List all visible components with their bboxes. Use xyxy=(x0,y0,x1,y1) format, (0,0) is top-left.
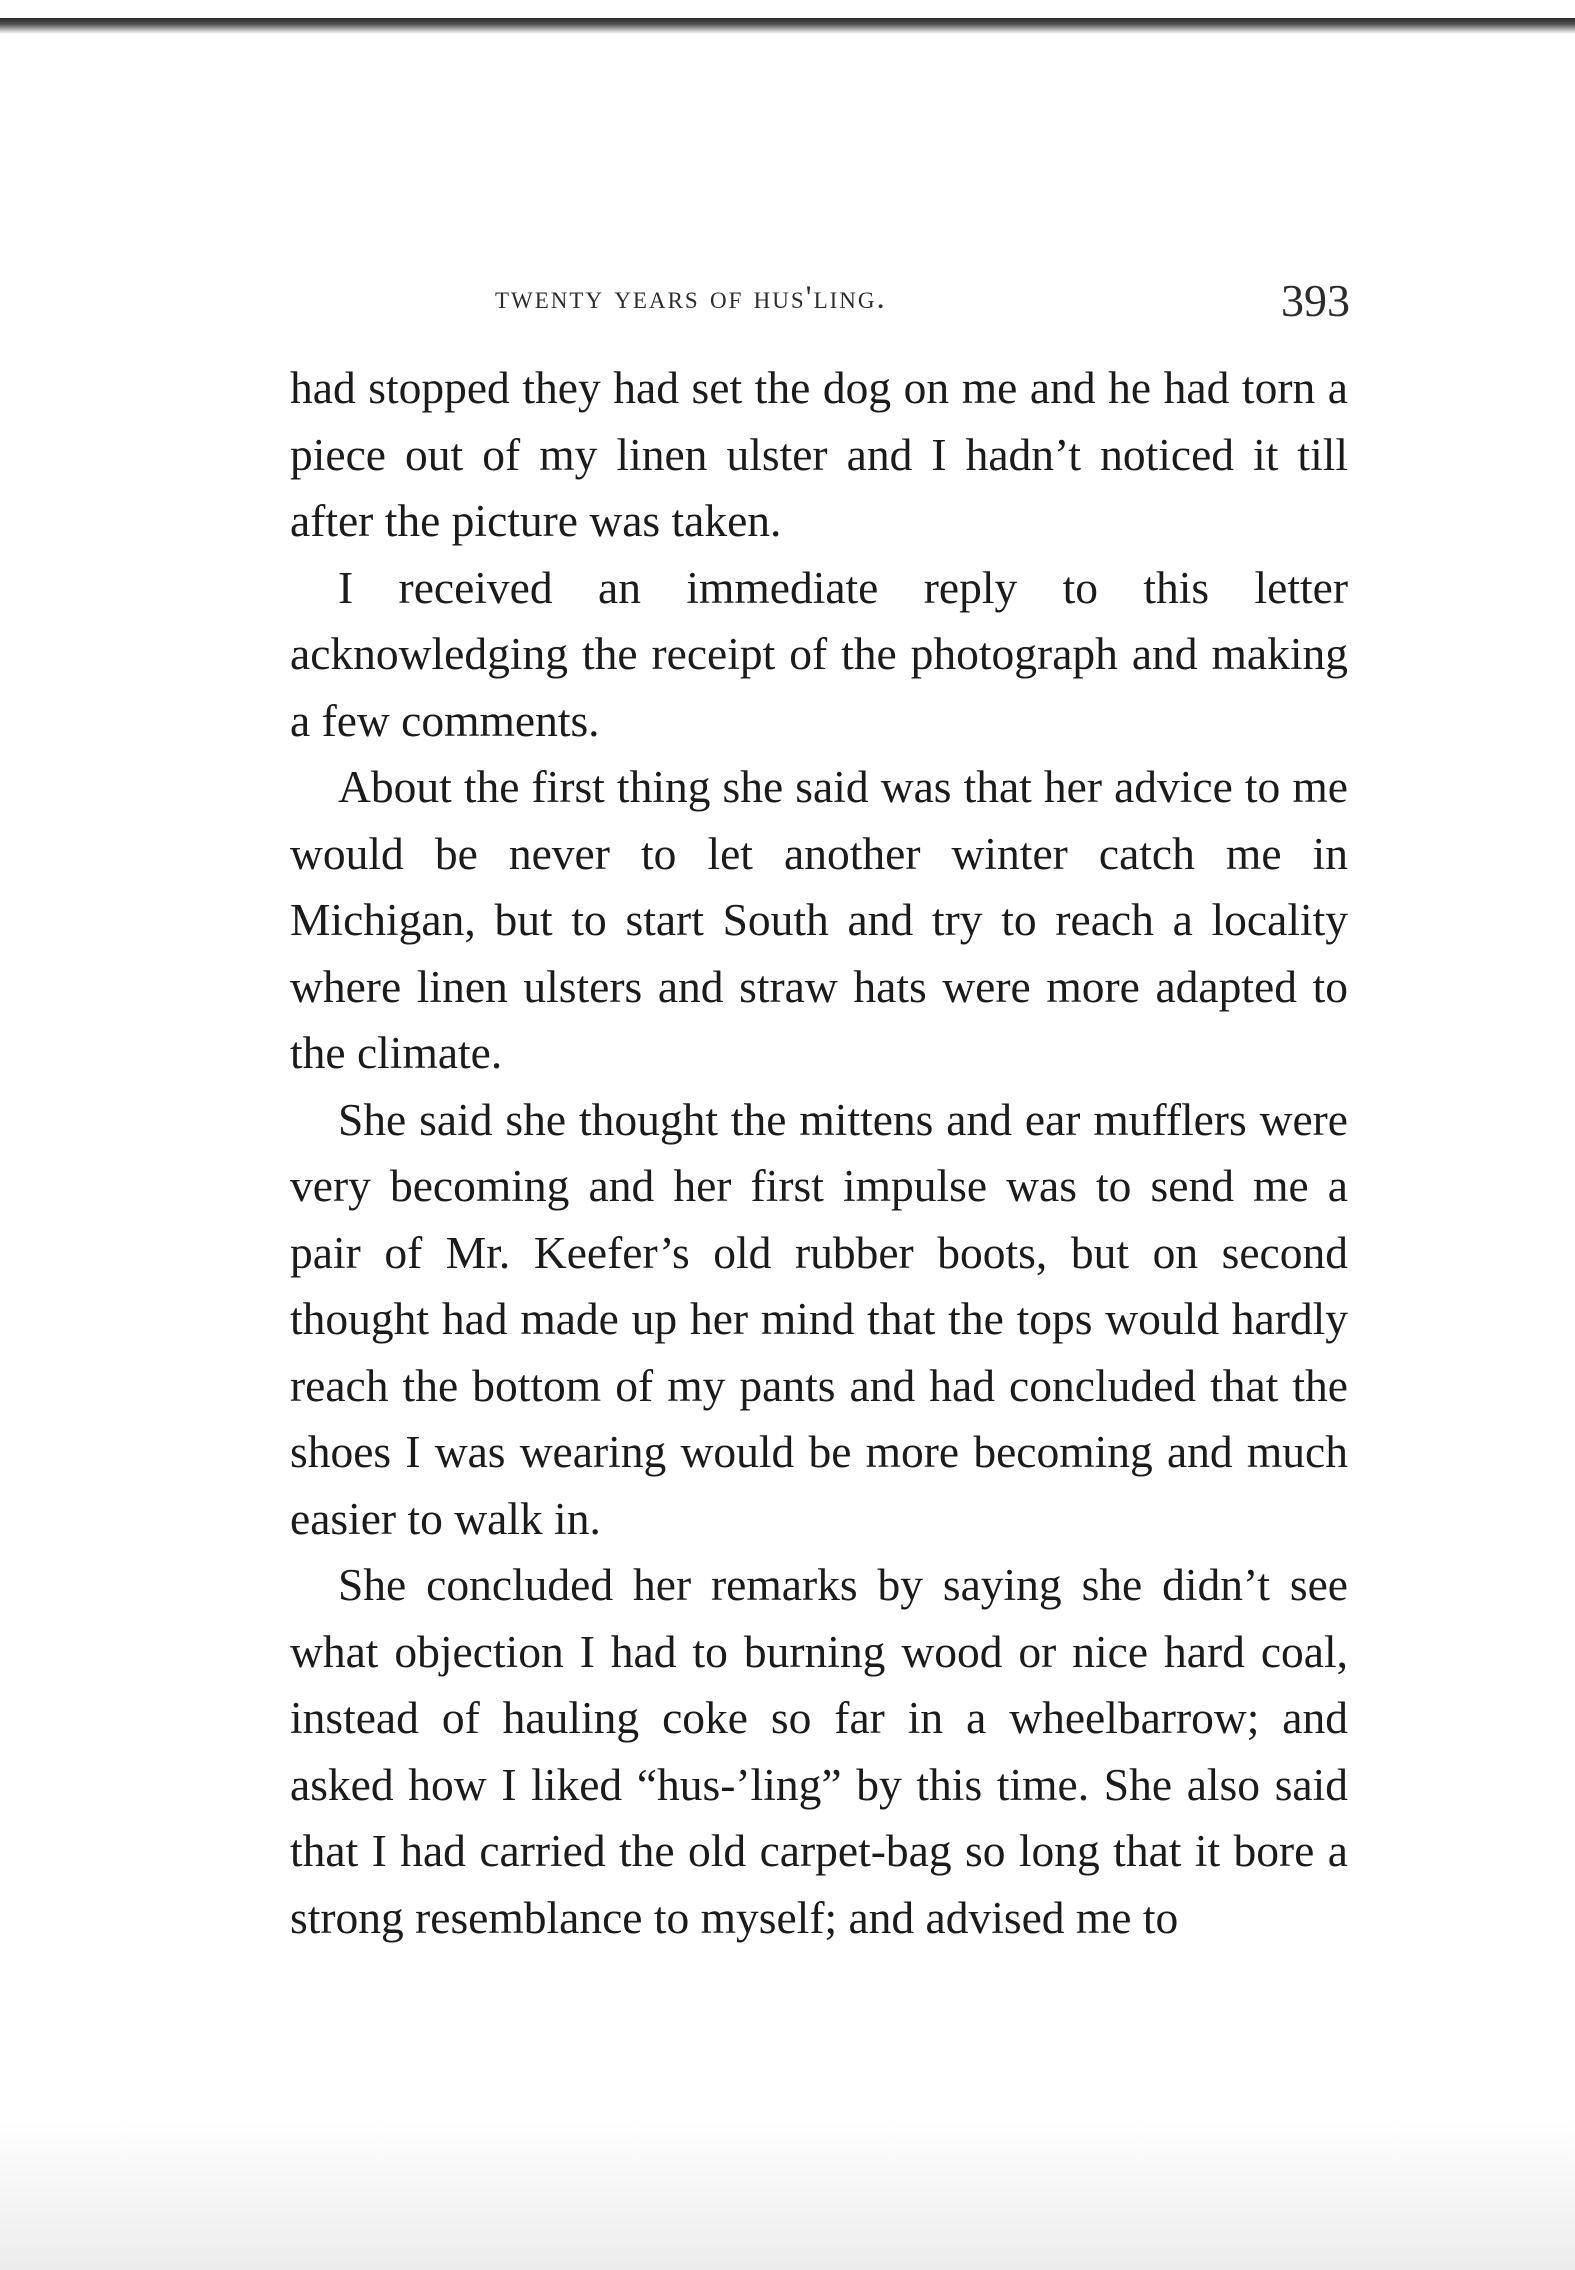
body-text xyxy=(290,355,1348,1951)
scan-bottom-edge xyxy=(0,2120,1575,2270)
running-title: twenty years of hus'ling. xyxy=(495,280,887,316)
paragraph-5: She concluded her remarks by saying she didn’t see what objection I had to burning wood or nice hard coal, instead of hauling coke so far in a wheelbarrow; and asked how I liked “hus-’ling” by this time. She also said that I had carried the old carpet-bag so long that it bore a strong resemblance to myself; and advised me to xyxy=(290,1559,1348,1943)
page-number: 393 xyxy=(1281,275,1350,326)
paragraph-2: I received an immediate reply to this letter acknowledging the receipt of the photograph and making a few comments. xyxy=(290,561,1348,746)
page-header xyxy=(495,275,1350,330)
scan-top-edge xyxy=(0,18,1575,34)
paragraph-4: She said she thought the mittens and ear mufflers were very becoming and her first impulse was to send me a pair of Mr. Keefer’s old rubber boots, but on second thought had made up her mind that the tops would hardly reach the bottom of my pants and had concluded that the shoes I was wearing would be more becoming and much easier to walk in. xyxy=(290,1093,1348,1544)
paragraph-1: had stopped they had set the dog on me and he had torn a piece out of my linen ulster and I hadn’t noticed it till after the picture was taken. xyxy=(290,362,1348,546)
paragraph-3: About the first thing she said was that her advice to me would be never to let another winter catch me in Michigan, but to start South and try to reach a locality where linen ulsters and straw hats were more adapted to the climate. xyxy=(290,761,1348,1078)
